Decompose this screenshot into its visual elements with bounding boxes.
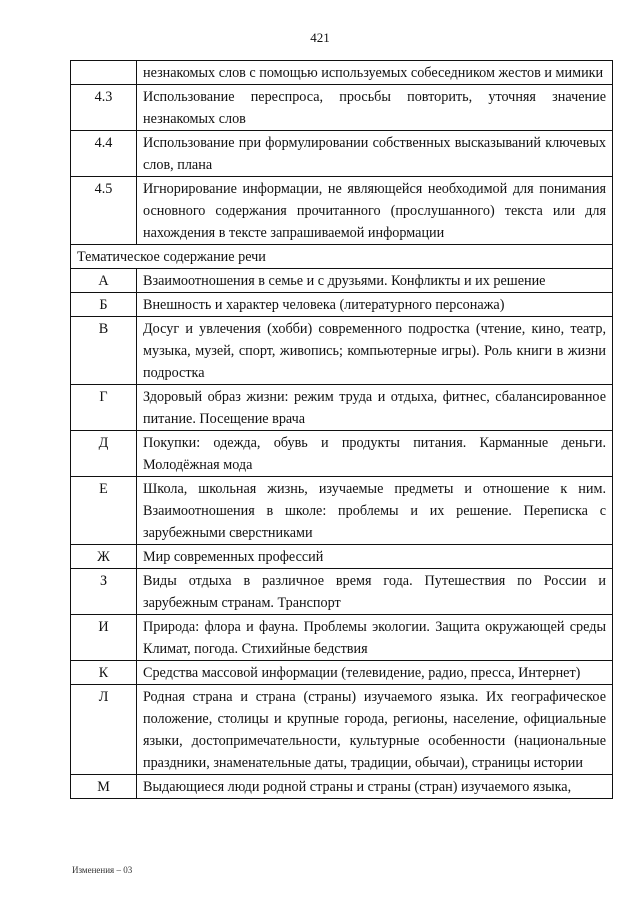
row-text: Досуг и увлечения (хобби) современного подростка (чтение, кино, театр, музыка, музей, спорт, живопись; компьютерные игры). Роль книги в жизни подростка: [137, 317, 613, 385]
section-row: [71, 245, 613, 269]
row-text: Виды отдыха в различное время года. Путешествия по России и зарубежным странам. Транспорт: [137, 569, 613, 615]
table-row: [71, 569, 613, 615]
table-row: [71, 385, 613, 431]
row-code: 4.3: [71, 85, 137, 131]
section-title: Тематическое содержание речи: [71, 245, 613, 269]
table-row: [71, 61, 613, 85]
table-row: [71, 615, 613, 661]
table-row: [71, 177, 613, 245]
row-code: 4.4: [71, 131, 137, 177]
row-code: И: [71, 615, 137, 661]
table-row: [71, 545, 613, 569]
row-text: Выдающиеся люди родной страны и страны (стран) изучаемого языка,: [137, 775, 613, 799]
row-text: Игнорирование информации, не являющейся необходимой для понимания основного содержания прочитанного (прослушанного) текста или для нахождения в тексте запрашиваемой информации: [137, 177, 613, 245]
row-text: Использование переспроса, просьбы повторить, уточняя значение незнакомых слов: [137, 85, 613, 131]
row-text: Родная страна и страна (страны) изучаемого языка. Их географическое положение, столицы и крупные города, регионы, население, официальные языки, достопримечательности, культурные особенности (национальные праздники, знаменательные даты, традиции, обычаи), страницы истории: [137, 685, 613, 775]
row-text: Внешность и характер человека (литературного персонажа): [137, 293, 613, 317]
row-text: Природа: флора и фауна. Проблемы экологии. Защита окружающей среды Климат, погода. Стихийные бедствия: [137, 615, 613, 661]
row-text: Мир современных профессий: [137, 545, 613, 569]
table-row: [71, 775, 613, 799]
footer-note: Изменения – 03: [72, 865, 133, 875]
row-code: Г: [71, 385, 137, 431]
row-code: К: [71, 661, 137, 685]
table-row: [71, 293, 613, 317]
row-code: В: [71, 317, 137, 385]
row-text: Здоровый образ жизни: режим труда и отдыха, фитнес, сбалансированное питание. Посещение врача: [137, 385, 613, 431]
page-number: 421: [310, 30, 330, 45]
table-row: [71, 661, 613, 685]
table-row: [71, 431, 613, 477]
row-code: Б: [71, 293, 137, 317]
table-row: [71, 85, 613, 131]
row-text: Школа, школьная жизнь, изучаемые предметы и отношение к ним. Взаимоотношения в школе: проблемы и их решение. Переписка с зарубежными сверстниками: [137, 477, 613, 545]
table-row: [71, 477, 613, 545]
table-row: [71, 131, 613, 177]
table-row: [71, 317, 613, 385]
table-row: [71, 269, 613, 293]
row-code: Е: [71, 477, 137, 545]
row-text: Средства массовой информации (телевидение, радио, пресса, Интернет): [137, 661, 613, 685]
table-row: [71, 685, 613, 775]
row-code: М: [71, 775, 137, 799]
row-text: незнакомых слов с помощью используемых собеседником жестов и мимики: [137, 61, 613, 85]
row-text: Покупки: одежда, обувь и продукты питания. Карманные деньги. Молодёжная мода: [137, 431, 613, 477]
row-code: 4.5: [71, 177, 137, 245]
row-text: Взаимоотношения в семье и с друзьями. Конфликты и их решение: [137, 269, 613, 293]
row-text: Использование при формулировании собственных высказываний ключевых слов, плана: [137, 131, 613, 177]
row-code: Л: [71, 685, 137, 775]
row-code: З: [71, 569, 137, 615]
row-code: Д: [71, 431, 137, 477]
row-code: [71, 61, 137, 85]
row-code: Ж: [71, 545, 137, 569]
row-code: А: [71, 269, 137, 293]
content-table: [70, 60, 613, 799]
